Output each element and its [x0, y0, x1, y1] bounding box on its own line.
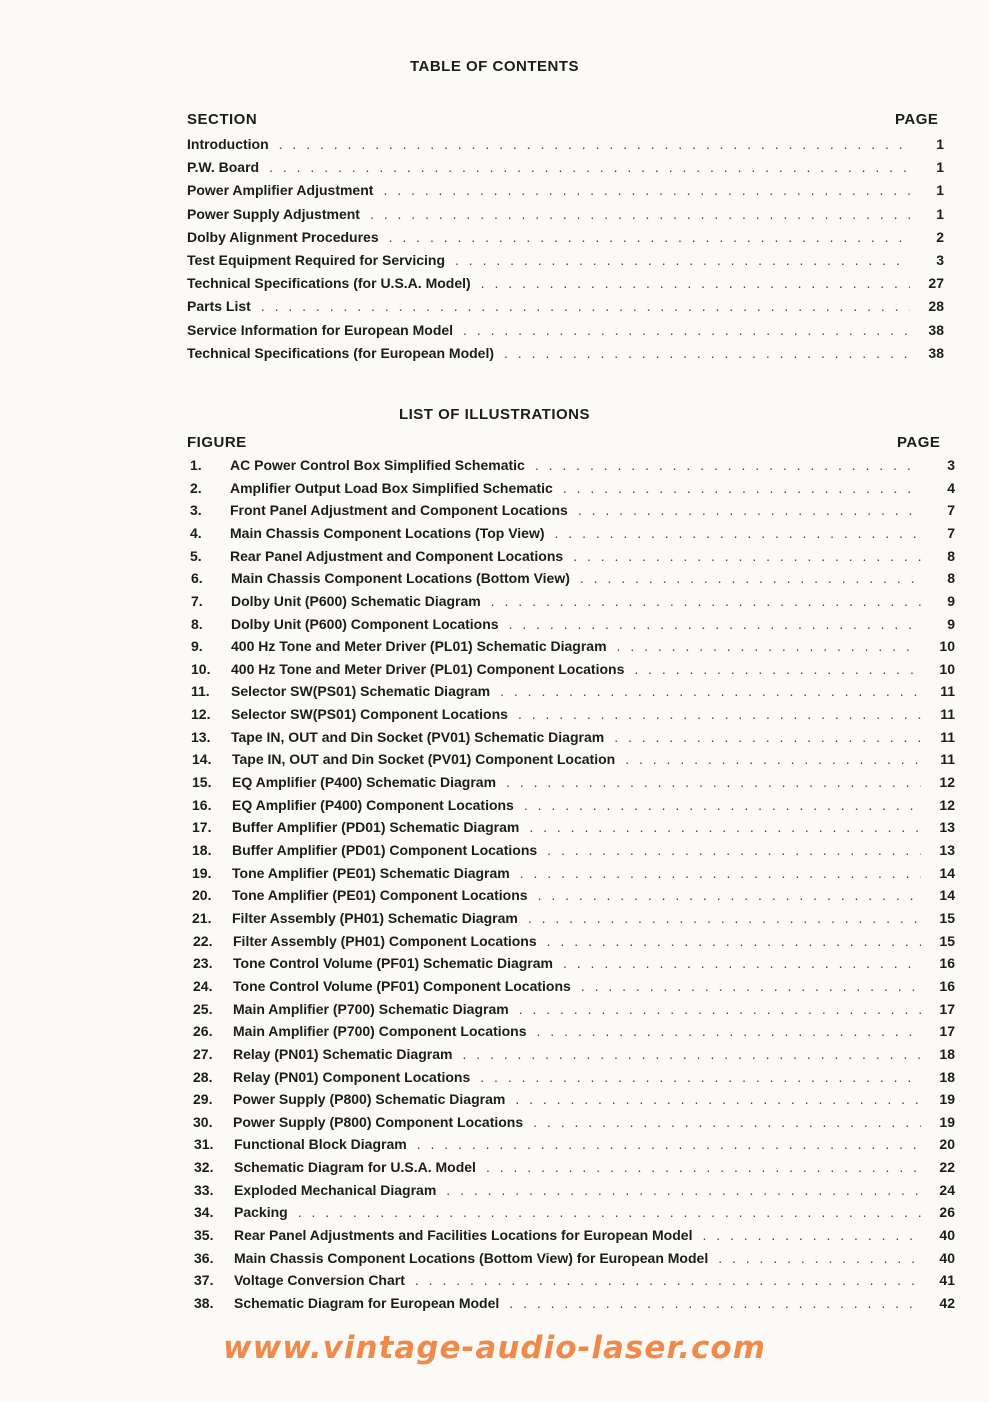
figure-page: 7 [947, 524, 955, 541]
toc-entry-title: Power Supply Adjustment [187, 205, 360, 222]
figure-entry [194, 1250, 955, 1270]
toc-entry [187, 322, 944, 342]
figure-page: 13 [939, 819, 955, 836]
toc-entry-title: Technical Specifications (for European Model) [187, 344, 495, 361]
dot-leader [415, 1272, 921, 1288]
figure-entry [194, 1159, 955, 1179]
dot-leader [446, 1182, 921, 1198]
toc-heading: TABLE OF CONTENTS [409, 58, 580, 75]
figure-page: 17 [939, 1000, 955, 1017]
toc-entry [187, 298, 944, 318]
figure-title: Exploded Mechanical Diagram [234, 1181, 437, 1198]
figure-page: 8 [947, 547, 955, 564]
figure-entry [192, 865, 955, 885]
figure-number: 23. [193, 955, 213, 972]
figure-entry [192, 797, 955, 817]
figure-title: Front Panel Adjustment and Component Locations [230, 502, 568, 519]
figure-entry [190, 480, 955, 500]
figure-page: 4 [947, 479, 955, 496]
dot-leader [563, 955, 921, 971]
figure-page: 18 [939, 1045, 955, 1062]
figure-number: 6. [191, 570, 203, 587]
figure-page: 10 [939, 638, 955, 655]
figure-entry [190, 525, 955, 545]
dot-leader [563, 480, 921, 496]
dot-leader [519, 1001, 921, 1017]
figure-number: 14. [192, 751, 212, 768]
figure-title: Selector SW(PS01) Schematic Diagram [231, 683, 491, 700]
figure-page: 20 [939, 1136, 955, 1153]
figure-title: Buffer Amplifier (PD01) Component Locations [232, 842, 538, 859]
figure-page: 18 [939, 1068, 955, 1085]
figure-page: 14 [939, 887, 955, 904]
figure-number: 30. [193, 1113, 213, 1130]
dot-leader [269, 159, 910, 175]
dot-leader [383, 182, 910, 198]
figure-entry [191, 683, 955, 703]
figure-page: 13 [939, 842, 955, 859]
dot-leader [509, 616, 921, 632]
figure-title: 400 Hz Tone and Meter Driver (PL01) Schematic Diagram [231, 638, 607, 655]
toc-entry-page: 3 [936, 252, 944, 268]
figure-number: 29. [193, 1091, 213, 1108]
figure-title: Schematic Diagram for European Model [234, 1295, 500, 1311]
figure-number: 34. [194, 1204, 214, 1221]
figure-number: 3. [190, 502, 202, 519]
toc-entry-title: Technical Specifications (for U.S.A. Model) [187, 275, 471, 292]
dot-leader [580, 570, 921, 586]
figure-page: 26 [939, 1204, 955, 1221]
toc-entry-title: Power Amplifier Adjustment [187, 182, 374, 199]
figure-title: Voltage Conversion Chart [234, 1272, 405, 1289]
figure-page: 11 [940, 683, 955, 700]
dot-leader [634, 661, 921, 677]
figure-title: Main Chassis Component Locations (Top View) [230, 524, 545, 541]
figure-page: 11 [940, 751, 955, 768]
figure-page: 40 [939, 1249, 955, 1266]
figure-title: Dolby Unit (P600) Schematic Diagram [231, 592, 481, 609]
figure-title: Tone Amplifier (PE01) Component Locations [232, 887, 528, 904]
toc-entry [187, 345, 944, 365]
figure-entry [193, 1114, 955, 1134]
dot-leader [504, 345, 910, 361]
figure-number: 7. [191, 592, 203, 609]
figure-page: 19 [939, 1091, 955, 1108]
figure-entry [192, 819, 955, 839]
figure-number: 12. [191, 706, 211, 723]
figure-number: 11. [191, 683, 210, 700]
figure-page: 15 [939, 932, 955, 949]
toc-entry-page: 1 [936, 136, 944, 152]
figure-number: 18. [192, 842, 212, 859]
toc-entry-title: P.W. Board [187, 159, 260, 176]
figure-number: 37. [194, 1272, 214, 1289]
dot-leader [506, 774, 921, 790]
figure-title: AC Power Control Box Simplified Schematic [230, 457, 525, 473]
dot-leader [547, 842, 921, 858]
figure-entry [193, 1069, 955, 1089]
figure-entry [192, 887, 955, 907]
dot-leader [463, 322, 910, 338]
figure-title: Functional Block Diagram [234, 1136, 407, 1153]
dot-leader [298, 1204, 921, 1220]
dot-leader [518, 706, 921, 722]
figure-number: 33. [194, 1181, 214, 1198]
figure-number: 25. [193, 1000, 213, 1017]
figure-title: Filter Assembly (PH01) Schematic Diagram [232, 909, 518, 926]
figure-number: 13. [191, 728, 211, 745]
dot-leader [581, 978, 921, 994]
figure-title: Buffer Amplifier (PD01) Schematic Diagram [232, 819, 520, 836]
figure-entry [194, 1227, 955, 1247]
figure-title: Main Chassis Component Locations (Bottom View) for European Model [234, 1249, 709, 1266]
dot-leader [481, 275, 910, 291]
figure-title: Tone Control Volume (PF01) Component Locations [233, 977, 571, 994]
toc-entry [187, 182, 944, 202]
figure-number: 38. [194, 1295, 214, 1311]
figure-entry [191, 706, 955, 726]
figure-entry [190, 502, 955, 522]
figure-title: Tape IN, OUT and Din Socket (PV01) Component Location [232, 751, 616, 768]
dot-leader [528, 910, 921, 926]
figure-number: 26. [193, 1023, 213, 1040]
figure-title: Rear Panel Adjustments and Facilities Locations for European Model [234, 1227, 693, 1244]
figure-page: 17 [939, 1023, 955, 1040]
figure-entry [194, 1272, 955, 1292]
figure-page: 9 [947, 615, 955, 632]
dot-leader [515, 1091, 921, 1107]
toc-entry-page: 2 [936, 228, 944, 245]
dot-leader [555, 525, 921, 541]
figure-entry [191, 729, 955, 749]
figure-page: 3 [947, 457, 955, 473]
figure-title: EQ Amplifier (P400) Component Locations [232, 796, 514, 813]
toc-entry-title: Parts List [187, 298, 251, 315]
toc-entry-page: 28 [928, 298, 944, 315]
figure-number: 27. [193, 1045, 213, 1062]
figure-page: 22 [939, 1159, 955, 1176]
figure-title: Packing [234, 1204, 288, 1221]
figure-number: 28. [193, 1068, 213, 1085]
dot-leader [462, 1046, 921, 1062]
figure-page: 11 [940, 706, 955, 723]
figure-entry [192, 842, 955, 862]
figure-entry [192, 751, 955, 771]
figure-number: 9. [191, 638, 203, 655]
dot-leader [617, 638, 921, 654]
dot-leader [535, 457, 921, 473]
dot-leader [520, 865, 921, 881]
figure-number: 24. [193, 977, 213, 994]
figure-title: Tone Amplifier (PE01) Schematic Diagram [232, 864, 510, 881]
illustrations-page-column-label: PAGE [897, 434, 941, 451]
figure-number: 8. [191, 615, 203, 632]
figure-number: 19. [192, 864, 212, 881]
figure-entry [192, 910, 955, 930]
dot-leader [491, 593, 921, 609]
figure-number: 36. [194, 1249, 214, 1266]
toc-entry-page: 38 [928, 344, 944, 361]
figure-entry [193, 1046, 955, 1066]
figure-entry [190, 548, 955, 568]
toc-entry [187, 206, 944, 226]
figure-entry [191, 616, 955, 636]
dot-leader [547, 933, 921, 949]
figure-page: 12 [939, 774, 955, 791]
toc-entry-page: 1 [936, 205, 944, 222]
figure-page: 40 [939, 1227, 955, 1244]
figure-page: 11 [940, 728, 955, 745]
figure-page: 9 [947, 592, 955, 609]
toc-entry [187, 252, 944, 272]
figure-number: 21. [192, 909, 212, 926]
dot-leader [486, 1159, 921, 1175]
figure-page: 7 [947, 502, 955, 519]
figure-number: 32. [194, 1159, 214, 1176]
figure-page: 42 [939, 1295, 955, 1311]
dot-leader [573, 548, 921, 564]
watermark-url: www.vintage-audio-laser.com [222, 1330, 767, 1366]
toc-entry-page: 38 [928, 321, 944, 338]
figure-entry [192, 774, 955, 794]
figure-column-label: FIGURE [187, 434, 247, 451]
figure-title: Schematic Diagram for U.S.A. Model [234, 1159, 476, 1176]
figure-entry [193, 955, 955, 975]
figure-title: Power Supply (P800) Component Locations [233, 1113, 524, 1130]
figure-entry [191, 570, 955, 590]
figure-title: Power Supply (P800) Schematic Diagram [233, 1091, 506, 1108]
dot-leader [702, 1227, 921, 1243]
toc-entry [187, 275, 944, 295]
figure-number: 31. [194, 1136, 214, 1153]
figure-page: 8 [947, 570, 955, 587]
dot-leader [533, 1114, 921, 1130]
dot-leader [509, 1295, 921, 1311]
toc-entry-page: 1 [936, 159, 944, 176]
figure-page: 41 [939, 1272, 955, 1289]
figure-page: 10 [939, 660, 955, 677]
figure-page: 15 [939, 909, 955, 926]
toc-entry [187, 136, 944, 156]
figure-title: Tape IN, OUT and Din Socket (PV01) Schematic Diagram [231, 728, 605, 745]
figure-page: 24 [939, 1181, 955, 1198]
figure-title: EQ Amplifier (P400) Schematic Diagram [232, 774, 497, 791]
dot-leader [455, 252, 910, 268]
dot-leader [718, 1250, 921, 1266]
figure-entry [194, 1295, 955, 1315]
figure-entry [191, 638, 955, 658]
dot-leader [625, 751, 921, 767]
toc-entry-page: 1 [936, 182, 944, 199]
figure-title: Relay (PN01) Component Locations [233, 1068, 471, 1085]
figure-number: 2. [190, 479, 202, 496]
toc-entry-title: Dolby Alignment Procedures [187, 228, 379, 245]
dot-leader [261, 298, 910, 314]
dot-leader [537, 1023, 921, 1039]
figure-number: 17. [192, 819, 212, 836]
toc-entry [187, 229, 944, 249]
figure-number: 5. [190, 547, 202, 564]
figure-page: 19 [939, 1113, 955, 1130]
section-column-label: SECTION [187, 111, 258, 128]
figure-entry [193, 1091, 955, 1111]
figure-number: 4. [190, 524, 202, 541]
dot-leader [389, 229, 910, 245]
figure-number: 15. [192, 774, 212, 791]
figure-page: 16 [939, 955, 955, 972]
figure-number: 1. [190, 457, 202, 473]
figure-title: Relay (PN01) Schematic Diagram [233, 1045, 453, 1062]
dot-leader [578, 502, 921, 518]
toc-page-column-label: PAGE [895, 111, 939, 128]
figure-number: 35. [194, 1227, 214, 1244]
figure-entry [193, 1023, 955, 1043]
figure-number: 22. [193, 932, 213, 949]
figure-title: Main Chassis Component Locations (Bottom View) [231, 570, 570, 587]
figure-title: Amplifier Output Load Box Simplified Schematic [230, 479, 553, 496]
figure-number: 16. [192, 796, 212, 813]
dot-leader [529, 819, 921, 835]
dot-leader [500, 683, 921, 699]
figure-entry [193, 978, 955, 998]
figure-entry [194, 1182, 955, 1202]
figure-entry [194, 1136, 955, 1156]
figure-title: Rear Panel Adjustment and Component Locations [230, 547, 564, 564]
toc-entry-title: Service Information for European Model [187, 321, 454, 338]
figure-number: 20. [192, 887, 212, 904]
figure-page: 12 [939, 796, 955, 813]
figure-title: Main Amplifier (P700) Schematic Diagram [233, 1000, 509, 1017]
toc-entry [187, 159, 944, 179]
toc-entry-title: Introduction [187, 136, 269, 152]
figure-title: Selector SW(PS01) Component Locations [231, 706, 508, 723]
figure-page: 14 [939, 864, 955, 881]
figure-number: 10. [191, 660, 211, 677]
dot-leader [538, 887, 921, 903]
figure-entry [194, 1204, 955, 1224]
dot-leader [370, 206, 910, 222]
dot-leader [279, 136, 910, 152]
figure-title: 400 Hz Tone and Meter Driver (PL01) Component Locations [231, 660, 625, 677]
figure-title: Main Amplifier (P700) Component Locations [233, 1023, 527, 1040]
illustrations-heading: LIST OF ILLUSTRATIONS [398, 406, 591, 423]
figure-entry [193, 933, 955, 953]
dot-leader [417, 1136, 921, 1152]
figure-entry [191, 593, 955, 613]
figure-title: Dolby Unit (P600) Component Locations [231, 615, 499, 632]
figure-title: Filter Assembly (PH01) Component Locations [233, 932, 537, 949]
toc-entry-title: Test Equipment Required for Servicing [187, 252, 446, 268]
toc-entry-page: 27 [928, 275, 944, 292]
figure-entry [190, 457, 955, 477]
dot-leader [524, 797, 921, 813]
figure-page: 16 [939, 977, 955, 994]
figure-entry [191, 661, 955, 681]
dot-leader [480, 1069, 921, 1085]
figure-title: Tone Control Volume (PF01) Schematic Diagram [233, 955, 553, 972]
figure-entry [193, 1001, 955, 1021]
dot-leader [614, 729, 921, 745]
